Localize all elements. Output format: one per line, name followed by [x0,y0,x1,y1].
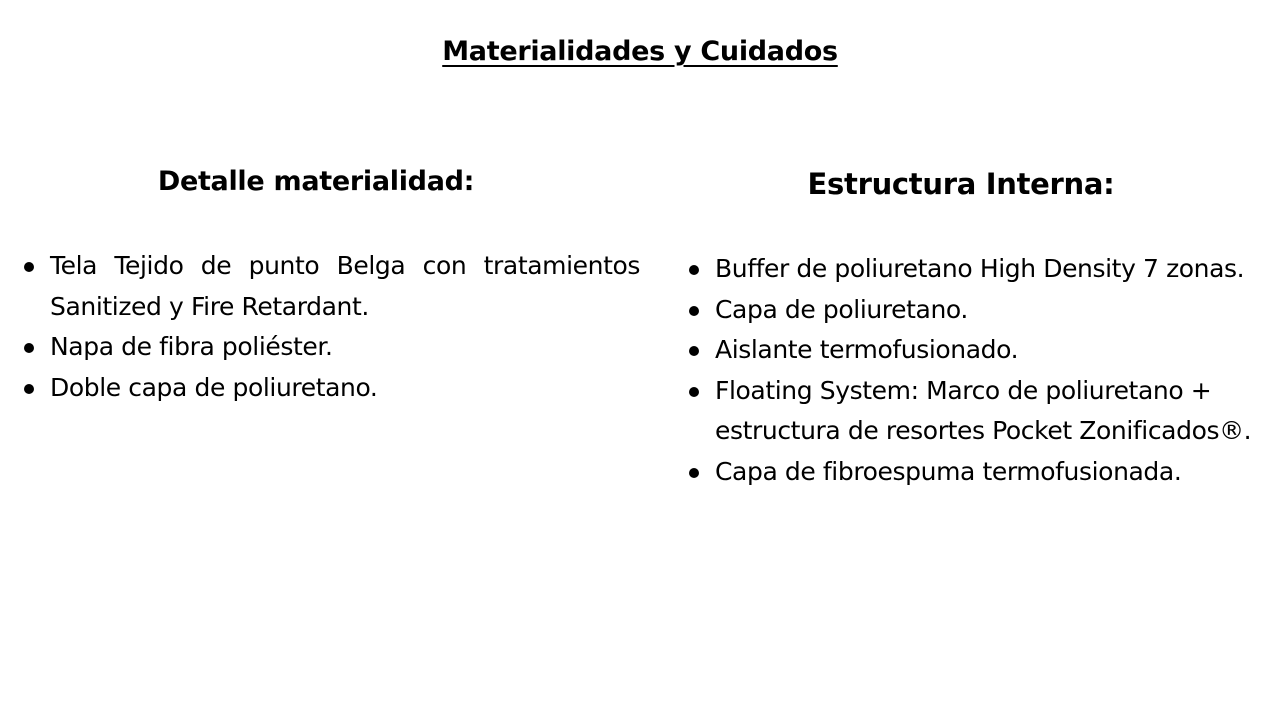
bullet-icon [24,343,34,353]
bullet-icon [689,387,699,397]
bullet-icon [689,265,699,275]
list-item-text: Buffer de poliuretano High Density 7 zonas. [715,254,1245,283]
list-item-text: Aislante termofusionado. [715,335,1019,364]
list-item [18,246,640,327]
list-item-text: Napa de fibra poliéster. [50,332,333,361]
list-item [18,327,640,368]
list-item-text: Capa de poliuretano. [715,294,968,324]
list-item [683,371,1263,452]
list-item [683,249,1263,290]
list-item-text: Tela Tejido de punto Belga con tratamientos Sanitized y Fire Retardant. [50,251,640,321]
list-item [683,452,1263,493]
page-title: Materialidades y Cuidados [442,36,838,67]
list-item-text: Doble capa de poliuretano. [50,372,378,402]
bullet-icon [689,306,699,316]
list-item [683,330,1263,371]
list-item [18,368,640,409]
internal-structure-heading: Estructura Interna: [807,167,1115,201]
bullet-icon [24,262,34,272]
materiality-list [18,246,640,408]
materiality-heading: Detalle materialidad: [157,166,475,197]
list-item-text: Floating System: Marco de poliuretano + estructura de resortes Pocket Zonificados®. [715,375,1252,445]
bullet-icon [689,468,699,478]
internal-structure-list [683,249,1263,492]
bullet-icon [689,346,699,356]
bullet-icon [24,384,34,394]
list-item-text: Capa de fibroespuma termofusionada. [715,456,1182,486]
list-item [683,290,1263,331]
